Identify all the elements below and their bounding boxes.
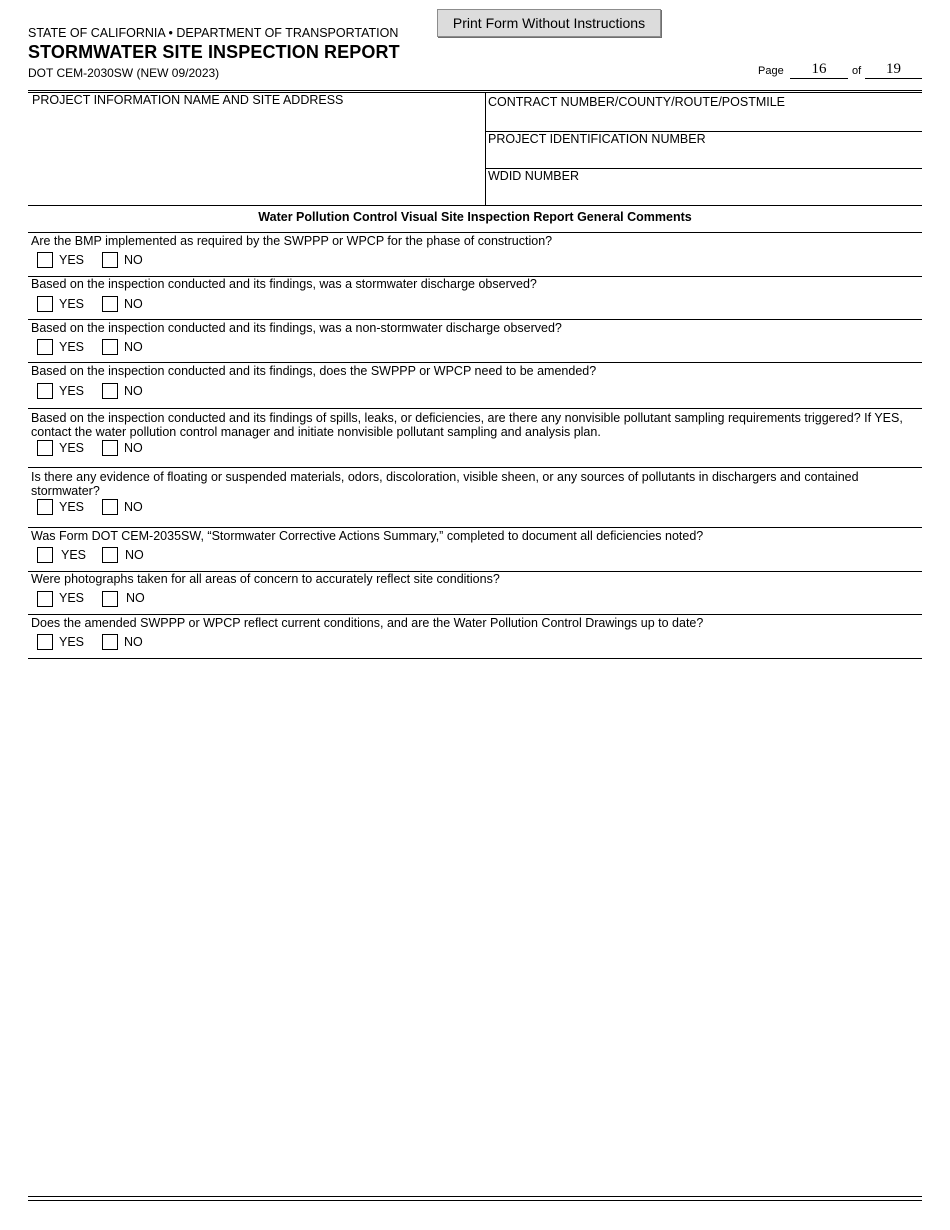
no-label: NO	[126, 591, 145, 605]
no-label: NO	[125, 548, 144, 562]
question-divider	[28, 614, 922, 615]
contract-number-label: CONTRACT NUMBER/COUNTY/ROUTE/POSTMILE	[488, 95, 786, 109]
q4-yes-checkbox[interactable]	[37, 383, 53, 399]
project-id-label: PROJECT IDENTIFICATION NUMBER	[488, 132, 706, 146]
yes-label: YES	[59, 384, 85, 398]
form-number: DOT CEM-2030SW (NEW 09/2023)	[28, 66, 220, 80]
question-text: Was Form DOT CEM-2035SW, “Stormwater Corrective Actions Summary,” completed to document all deficiencies noted?	[31, 529, 704, 543]
yes-label: YES	[59, 500, 85, 514]
header-rule-top	[28, 90, 922, 91]
yes-label: YES	[59, 297, 85, 311]
q7-no-checkbox[interactable]	[102, 547, 118, 563]
question-divider	[28, 658, 922, 659]
section-heading-rule	[28, 232, 922, 233]
no-label: NO	[124, 500, 143, 514]
question-text: Is there any evidence of floating or suspended materials, odors, discoloration, visible sheen, or any sources of pollutants in dischargers and contained stormwater?	[31, 470, 859, 498]
question-divider	[28, 408, 922, 409]
yes-label: YES	[59, 591, 85, 605]
no-label: NO	[124, 297, 143, 311]
q6-no-checkbox[interactable]	[102, 499, 118, 515]
no-label: NO	[124, 441, 143, 455]
page-label: Page	[758, 65, 784, 77]
q4-no-checkbox[interactable]	[102, 383, 118, 399]
total-pages-field[interactable]	[865, 60, 922, 79]
of-label: of	[852, 65, 862, 77]
question-divider	[28, 527, 922, 528]
q3-yes-checkbox[interactable]	[37, 339, 53, 355]
yes-label: YES	[59, 441, 85, 455]
project-info-bottom-rule	[28, 205, 922, 206]
question-text: Based on the inspection conducted and its findings, was a non-stormwater discharge observed?	[31, 321, 562, 335]
agency-name: STATE OF CALIFORNIA • DEPARTMENT OF TRANSPORTATION	[28, 26, 399, 40]
q7-yes-checkbox[interactable]	[37, 547, 53, 563]
question-divider	[28, 467, 922, 468]
yes-label: YES	[59, 635, 85, 649]
q8-no-checkbox[interactable]	[102, 591, 118, 607]
q3-no-checkbox[interactable]	[102, 339, 118, 355]
question-divider	[28, 362, 922, 363]
section-heading: Water Pollution Control Visual Site Inspection Report General Comments	[258, 210, 692, 224]
footer-rule-top	[28, 1196, 922, 1197]
q5-no-checkbox[interactable]	[102, 440, 118, 456]
form-title: STORMWATER SITE INSPECTION REPORT	[28, 42, 400, 62]
question-text: Based on the inspection conducted and its findings of spills, leaks, or deficiencies, are there any nonvisible pollutant sampling requirements triggered? If YES, contact the water pollution control manager and initiate nonvisible pollutant sampling and analysis plan.	[31, 411, 903, 439]
no-label: NO	[124, 635, 143, 649]
q5-yes-checkbox[interactable]	[37, 440, 53, 456]
q8-yes-checkbox[interactable]	[37, 591, 53, 607]
print-form-button[interactable]: Print Form Without Instructions	[437, 9, 661, 37]
project-info-label: PROJECT INFORMATION NAME AND SITE ADDRESS	[32, 93, 344, 107]
yes-label: YES	[59, 253, 85, 267]
question-text: Based on the inspection conducted and its findings, was a stormwater discharge observed?	[31, 277, 537, 291]
q9-no-checkbox[interactable]	[102, 634, 118, 650]
q1-no-checkbox[interactable]	[102, 252, 118, 268]
question-text: Are the BMP implemented as required by the SWPPP or WPCP for the phase of construction?	[31, 234, 553, 248]
q6-yes-checkbox[interactable]	[37, 499, 53, 515]
question-text: Does the amended SWPPP or WPCP reflect current conditions, and are the Water Pollution Control Drawings up to date?	[31, 616, 704, 630]
q1-yes-checkbox[interactable]	[37, 252, 53, 268]
project-info-divider	[485, 92, 486, 205]
q2-no-checkbox[interactable]	[102, 296, 118, 312]
no-label: NO	[124, 384, 143, 398]
yes-label: YES	[61, 548, 87, 562]
no-label: NO	[124, 340, 143, 354]
page-number-field[interactable]	[790, 60, 848, 79]
q9-yes-checkbox[interactable]	[37, 634, 53, 650]
question-text: Based on the inspection conducted and its findings, does the SWPPP or WPCP need to be amended?	[31, 364, 597, 378]
no-label: NO	[124, 253, 143, 267]
question-divider	[28, 319, 922, 320]
wdid-label: WDID NUMBER	[488, 169, 579, 183]
q2-yes-checkbox[interactable]	[37, 296, 53, 312]
yes-label: YES	[59, 340, 85, 354]
question-text: Were photographs taken for all areas of concern to accurately reflect site conditions?	[31, 572, 500, 586]
footer-rule-bottom	[28, 1200, 922, 1201]
